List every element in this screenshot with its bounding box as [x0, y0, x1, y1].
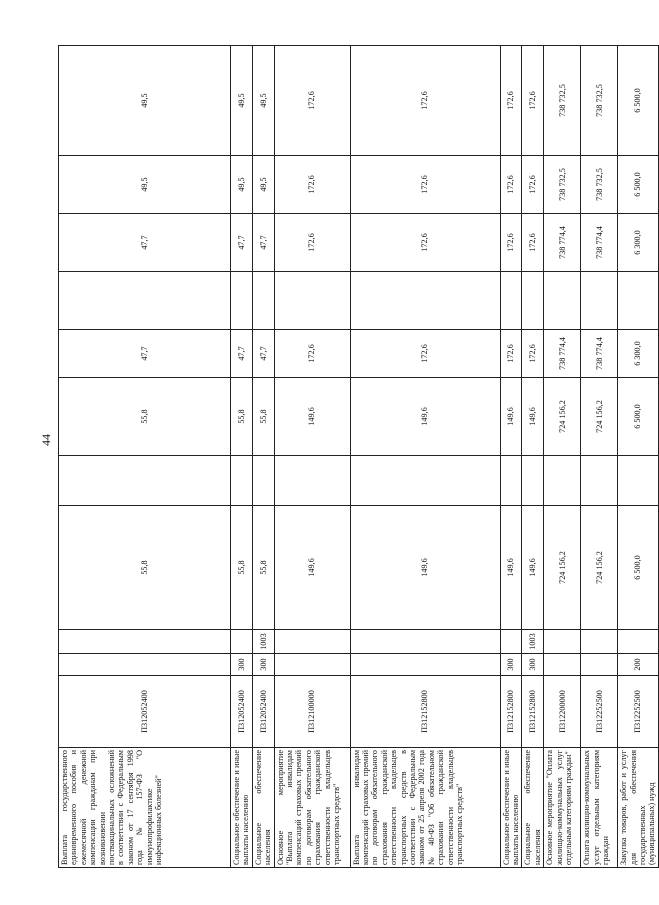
- section-cell: [618, 630, 659, 654]
- amount-cell: 172,6: [274, 214, 350, 272]
- amount-cell: 738 732,5: [544, 156, 581, 214]
- code-cell: П312252500: [581, 676, 618, 748]
- amount-cell: 49,5: [59, 46, 231, 156]
- amount-cell: 149,6: [274, 506, 350, 630]
- amount-cell: 55,8: [59, 378, 231, 456]
- row-name-cell: Основное мероприятие "Выплата инвалидам компенсаций страховых премий по договорам обязательного страхования гражданской ответственности владельцев транспортных средств": [274, 748, 350, 868]
- amount-cell: 49,5: [252, 46, 274, 156]
- amount-cell: 149,6: [350, 506, 500, 630]
- amount-cell: 738 732,5: [544, 46, 581, 156]
- amount-cell: 49,5: [231, 156, 253, 214]
- table-row: [522, 46, 544, 868]
- amount-cell: 49,5: [231, 46, 253, 156]
- section-cell: 1003: [252, 630, 274, 654]
- amount-cell: 47,7: [59, 330, 231, 378]
- amount-cell: [59, 272, 231, 330]
- vr-cell: 300: [522, 654, 544, 676]
- amount-cell: 724 156,2: [544, 378, 581, 456]
- amount-cell: [252, 272, 274, 330]
- amount-cell: [231, 272, 253, 330]
- amount-cell: [522, 456, 544, 506]
- amount-cell: 47,7: [252, 330, 274, 378]
- amount-cell: 172,6: [274, 330, 350, 378]
- amount-cell: 149,6: [500, 378, 522, 456]
- amount-cell: 149,6: [350, 378, 500, 456]
- amount-cell: [252, 456, 274, 506]
- section-cell: [544, 630, 581, 654]
- amount-cell: [274, 272, 350, 330]
- code-cell: П312152800: [350, 676, 500, 748]
- amount-cell: 172,6: [350, 330, 500, 378]
- amount-cell: 6 300,0: [618, 214, 659, 272]
- amount-cell: [618, 456, 659, 506]
- amount-cell: 55,8: [231, 506, 253, 630]
- amount-cell: 149,6: [274, 378, 350, 456]
- row-name-cell: Социальное обеспечение и иные выплаты населению: [231, 748, 253, 868]
- section-cell: [350, 630, 500, 654]
- amount-cell: 172,6: [522, 156, 544, 214]
- amount-cell: 149,6: [522, 378, 544, 456]
- amount-cell: [500, 272, 522, 330]
- amount-cell: 724 156,2: [581, 506, 618, 630]
- vr-cell: 300: [252, 654, 274, 676]
- row-name-cell: Выплата инвалидам компенсаций страховых премий по договорам обязательного страхования гражданской ответственности владельцев транспортных средств в соответствии с Федеральным законом от 25 апреля 2002 года № 40-ФЗ "Об обязательном страховании гражданской ответственности владельцев транспортных средств": [350, 748, 500, 868]
- amount-cell: [274, 456, 350, 506]
- amount-cell: 6 500,0: [618, 46, 659, 156]
- row-name-cell: Закупка товаров, работ и услуг для обеспечения государственных (муниципальных) нужд: [618, 748, 659, 868]
- amount-cell: 172,6: [500, 156, 522, 214]
- amount-cell: 172,6: [522, 46, 544, 156]
- amount-cell: [59, 456, 231, 506]
- code-cell: П312252500: [618, 676, 659, 748]
- amount-cell: 149,6: [500, 506, 522, 630]
- amount-cell: 55,8: [252, 506, 274, 630]
- vr-cell: [581, 654, 618, 676]
- amount-cell: 738 732,5: [581, 156, 618, 214]
- vr-cell: 200: [618, 654, 659, 676]
- table-row: [581, 46, 618, 868]
- amount-cell: 738 732,5: [581, 46, 618, 156]
- vr-cell: [350, 654, 500, 676]
- amount-cell: 6 500,0: [618, 156, 659, 214]
- code-cell: П312052400: [231, 676, 253, 748]
- table-row: [350, 46, 500, 868]
- amount-cell: 172,6: [274, 46, 350, 156]
- amount-cell: 172,6: [522, 330, 544, 378]
- code-cell: П312100000: [274, 676, 350, 748]
- amount-cell: [544, 272, 581, 330]
- amount-cell: [231, 456, 253, 506]
- section-cell: [231, 630, 253, 654]
- amount-cell: 738 774,4: [581, 330, 618, 378]
- amount-cell: 724 156,2: [581, 378, 618, 456]
- amount-cell: 738 774,4: [581, 214, 618, 272]
- section-cell: [274, 630, 350, 654]
- amount-cell: [581, 272, 618, 330]
- amount-cell: [350, 456, 500, 506]
- section-cell: [500, 630, 522, 654]
- amount-cell: 55,8: [59, 506, 231, 630]
- row-name-cell: Основное мероприятие "Оплата жилищно-коммунальных услуг отдельным категориям граждан": [544, 748, 581, 868]
- amount-cell: 6 500,0: [618, 378, 659, 456]
- budget-table: [58, 45, 659, 868]
- code-cell: П312200000: [544, 676, 581, 748]
- amount-cell: 172,6: [274, 156, 350, 214]
- row-name-cell: Социальное обеспечение и иные выплаты населению: [500, 748, 522, 868]
- amount-cell: 172,6: [350, 156, 500, 214]
- row-name-cell: Оплата жилищно-коммунальных услуг отдельным категориям граждан: [581, 748, 618, 868]
- amount-cell: 6 300,0: [618, 330, 659, 378]
- table-row: [274, 46, 350, 868]
- rotated-budget-table-page: [58, 46, 657, 868]
- amount-cell: 724 156,2: [544, 506, 581, 630]
- row-name-cell: Выплата государственного единовременного пособия и ежемесячной денежной компенсации гражданам при возникновении поствакцинальных осложнений в соответствии с Федеральным законом от 17 сентября 1998 года № 157-ФЗ "О иммунопрофилактике инфекционных болезней": [59, 748, 231, 868]
- table-row: [500, 46, 522, 868]
- amount-cell: 47,7: [231, 330, 253, 378]
- table-row: [618, 46, 659, 868]
- row-name-cell: Социальное обеспечение населения: [522, 748, 544, 868]
- section-cell: 1003: [522, 630, 544, 654]
- amount-cell: 55,8: [231, 378, 253, 456]
- table-row: [59, 46, 231, 868]
- code-cell: П312152800: [500, 676, 522, 748]
- amount-cell: 738 774,4: [544, 330, 581, 378]
- amount-cell: [522, 272, 544, 330]
- amount-cell: 47,7: [252, 214, 274, 272]
- amount-cell: 6 500,0: [618, 506, 659, 630]
- row-name-cell: Социальное обеспечение населения: [252, 748, 274, 868]
- amount-cell: 172,6: [350, 214, 500, 272]
- code-cell: П312052400: [59, 676, 231, 748]
- amount-cell: 47,7: [59, 214, 231, 272]
- amount-cell: 172,6: [500, 214, 522, 272]
- vr-cell: 300: [500, 654, 522, 676]
- amount-cell: 172,6: [500, 330, 522, 378]
- amount-cell: [500, 456, 522, 506]
- amount-cell: 172,6: [500, 46, 522, 156]
- amount-cell: [544, 456, 581, 506]
- table-row: [252, 46, 274, 868]
- amount-cell: 738 774,4: [544, 214, 581, 272]
- amount-cell: 55,8: [252, 378, 274, 456]
- amount-cell: [618, 272, 659, 330]
- section-cell: [59, 630, 231, 654]
- page-number: 44: [39, 434, 53, 446]
- amount-cell: 149,6: [522, 506, 544, 630]
- amount-cell: 49,5: [252, 156, 274, 214]
- section-cell: [581, 630, 618, 654]
- amount-cell: [350, 272, 500, 330]
- amount-cell: 172,6: [522, 214, 544, 272]
- amount-cell: 172,6: [350, 46, 500, 156]
- code-cell: П312052400: [252, 676, 274, 748]
- code-cell: П312152800: [522, 676, 544, 748]
- table-row: [231, 46, 253, 868]
- amount-cell: 47,7: [231, 214, 253, 272]
- amount-cell: [581, 456, 618, 506]
- vr-cell: 300: [231, 654, 253, 676]
- table-row: [544, 46, 581, 868]
- amount-cell: 49,5: [59, 156, 231, 214]
- vr-cell: [59, 654, 231, 676]
- vr-cell: [544, 654, 581, 676]
- vr-cell: [274, 654, 350, 676]
